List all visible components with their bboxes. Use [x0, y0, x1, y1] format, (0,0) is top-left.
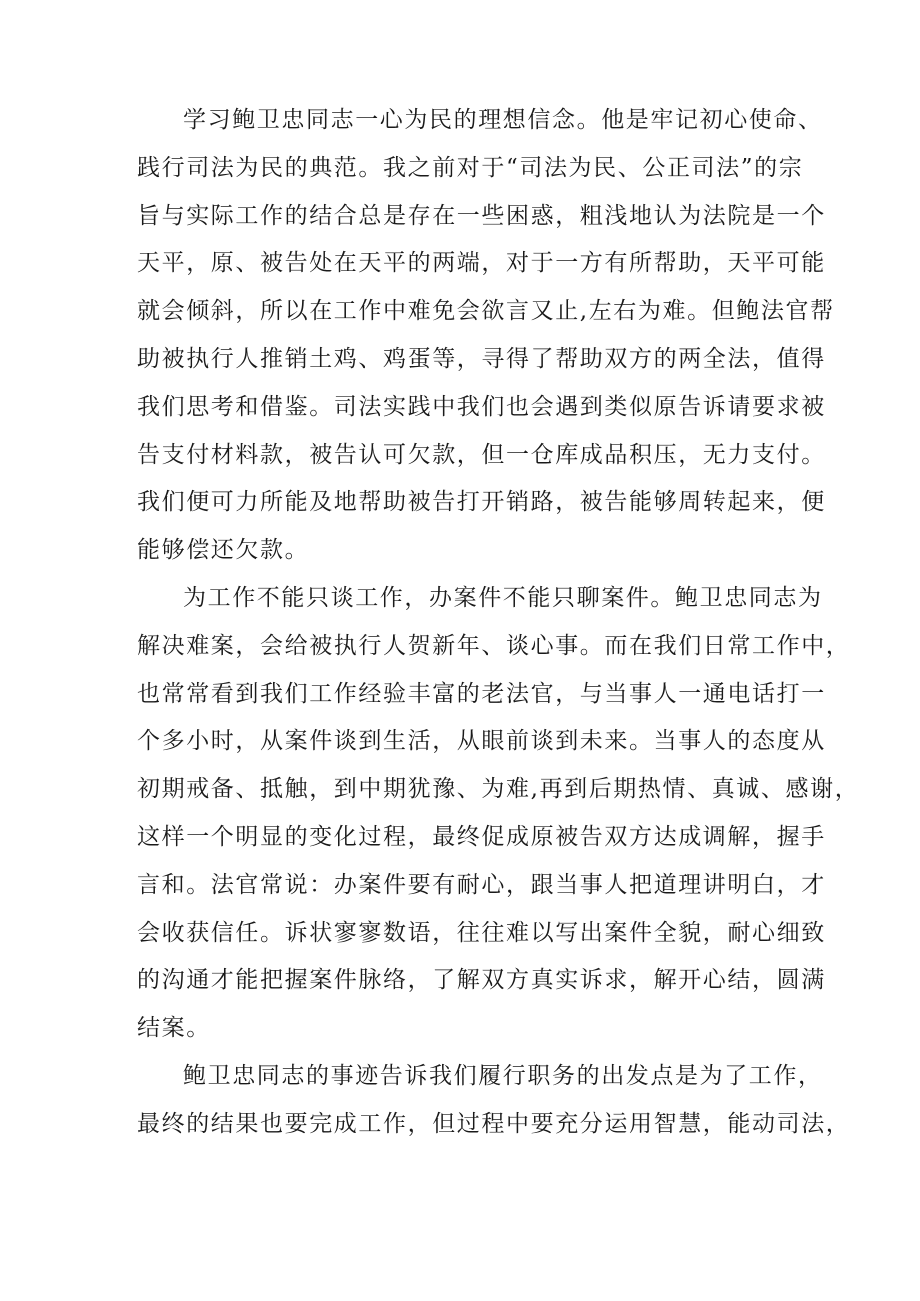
text-line: 会收获信任。诉状寥寥数语，往往难以写出案件全貌，耐心细致 — [137, 919, 826, 946]
text-line: 旨与实际工作的结合总是存在一些困惑，粗浅地认为法院是一个 — [137, 202, 826, 229]
text-line: 初期戒备、抵触，到中期犹豫、为难,再到后期热情、真诚、感谢， — [137, 776, 860, 803]
document-body — [137, 97, 860, 1149]
paragraph — [137, 1053, 851, 1149]
paragraph — [137, 575, 860, 1053]
paragraph — [137, 97, 835, 575]
text-line: 为工作不能只谈工作，办案件不能只聊案件。鲍卫忠同志为 — [183, 584, 823, 611]
text-line: 也常常看到我们工作经验丰富的老法官，与当事人一通电话打一 — [137, 680, 826, 707]
text-line: 告支付材料款，被告认可欠款，但一仓库成品积压，无力支付。 — [137, 441, 826, 468]
text-line: 就会倾斜，所以在工作中难免会欲言又止,左右为难。但鲍法官帮 — [137, 298, 835, 325]
text-line: 能够偿还欠款。 — [137, 537, 310, 564]
text-line: 个多小时，从案件谈到生活，从眼前谈到未来。当事人的态度从 — [137, 728, 826, 755]
text-line: 我们便可力所能及地帮助被告打开销路，被告能够周转起来，便 — [137, 489, 826, 516]
text-line: 这样一个明显的变化过程，最终促成原被告双方达成调解，握手 — [137, 823, 826, 850]
text-line: 助被执行人推销土鸡、鸡蛋等，寻得了帮助双方的两全法，值得 — [137, 345, 826, 372]
text-line: 天平，原、被告处在天平的两端，对于一方有所帮助，天平可能 — [137, 250, 826, 277]
text-line: 践行司法为民的典范。我之前对于“司法为民、公正司法”的宗 — [137, 154, 804, 181]
text-line: 我们思考和借鉴。司法实践中我们也会遇到类似原告诉请要求被 — [137, 393, 826, 420]
text-line: 结案。 — [137, 1015, 211, 1042]
text-line: 解决难案，会给被执行人贺新年、谈心事。而在我们日常工作中， — [137, 632, 851, 659]
text-line: 鲍卫忠同志的事迹告诉我们履行职务的出发点是为了工作， — [183, 1062, 823, 1089]
text-line: 言和。法官常说：办案件要有耐心，跟当事人把道理讲明白，才 — [137, 871, 826, 898]
text-line: 的沟通才能把握案件脉络，了解双方真实诉求，解开心结，圆满 — [137, 967, 826, 994]
text-line: 最终的结果也要完成工作，但过程中要充分运用智慧，能动司法， — [137, 1110, 851, 1137]
text-line: 学习鲍卫忠同志一心为民的理想信念。他是牢记初心使命、 — [183, 107, 823, 133]
